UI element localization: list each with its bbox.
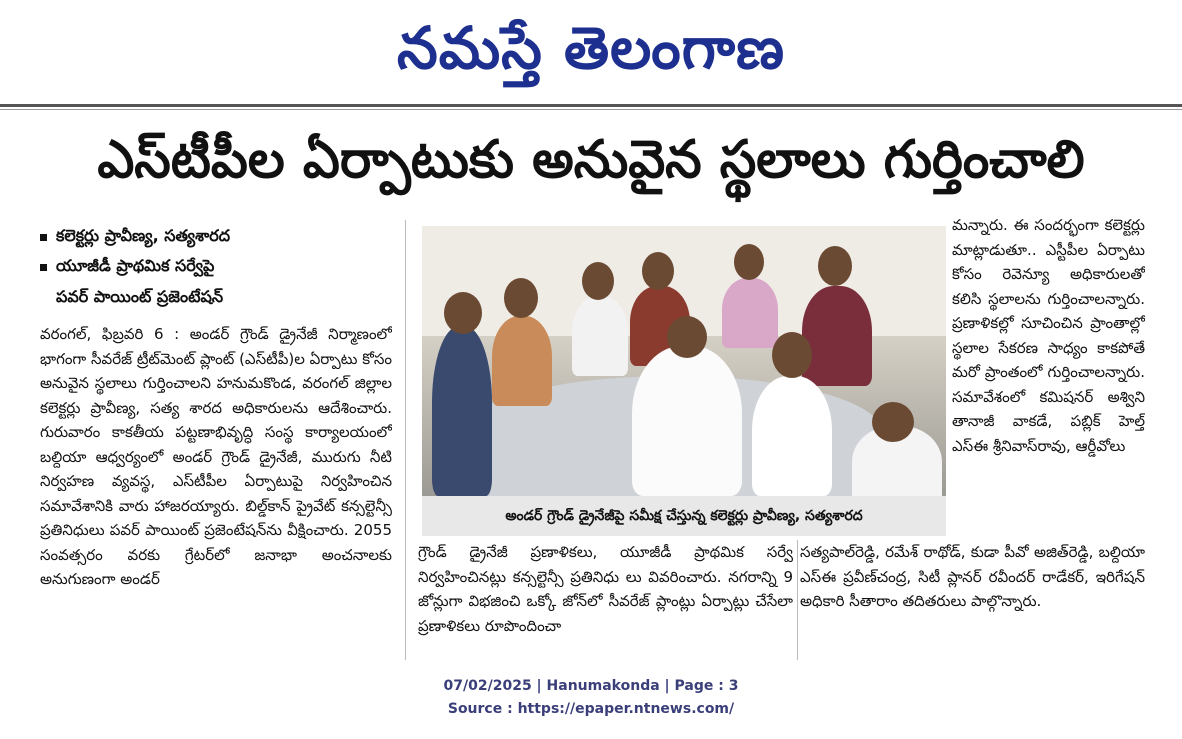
photo-person-head	[872, 402, 914, 442]
column-divider	[405, 220, 406, 660]
photo-person-head	[642, 252, 674, 290]
article-column-middle-right: సత్యపాల్‌రెడ్డి, రమేశ్‌ రాథోడ్‌, కుడా పీవో అజిత్‌రెడ్డి, బల్దియా ఎస్‌ఈ ప్రవీణ్‌చంద్ర, సిటీ ప్లానర్‌ రవీందర్‌ రాడేకర్‌, ఇరిగేషన్‌ అధికారి సీతారాం తదితరులు పాల్గొన్నారు.	[800, 543, 1145, 610]
photo-person	[572, 296, 628, 376]
photo-person-head	[582, 262, 614, 300]
photo-person-head	[667, 316, 707, 358]
bullet-square-icon	[40, 234, 47, 241]
bullet-square-icon	[40, 264, 47, 271]
photo-person	[722, 278, 778, 348]
subheadline-bullets	[40, 222, 400, 312]
photo-person	[492, 316, 552, 406]
masthead-divider-thin	[0, 109, 1182, 110]
bullet-text: యూజీడీ ప్రాథమిక సర్వేపై	[56, 255, 215, 275]
photo-person	[432, 326, 492, 496]
photo-person-head	[504, 278, 538, 318]
photo-person-head	[818, 246, 852, 286]
footer-date-page: 07/02/2025 | Hanumakonda | Page : 3	[443, 678, 739, 694]
photo-person	[632, 346, 742, 496]
photo-person-head	[444, 292, 482, 334]
newspaper-logo: నమస్తే తెలంగాణ	[397, 14, 785, 82]
article-headline: ఎస్‌టీపీల ఏర్పాటుకు అనువైన స్థలాలు గుర్తించాలి	[97, 130, 1085, 190]
article-column-right: మన్నారు. ఈ సందర్భంగా కలెక్టర్లు మాట్లాడుతూ.. ఎస్టీపీల ఏర్పాటు కోసం రెవెన్యూ అధికారులతో కలిసి స్థలాలను గుర్తించాలన్నారు. ప్రణాళికల్లో సూచించిన ప్రాంతాల్లో స్థలాల సేకరణ సాధ్యం కాకపోతే మరో ప్రాంతంలో గుర్తించాలన్నారు. సమావేశంలో కమిషనర్‌ అశ్విని తానాజీ వాకడే, పబ్లిక్‌ హెల్త్‌ ఎస్‌ఈ శ్రీనివాస్‌రావు, ఆర్డీవోలు	[952, 216, 1145, 455]
subheadline-bullet	[40, 222, 400, 252]
photo-person	[802, 286, 872, 386]
bullet-continuation: పవర్‌ పాయింట్‌ ప్రజెంటేషన్‌	[56, 287, 224, 306]
photo-person-head	[734, 244, 764, 280]
article-column-left: వరంగల్‌, ఫిబ్రవరి 6 : అండర్‌ గ్రౌండ్‌ డ్రైనేజీ నిర్మాణంలో భాగంగా సీవరేజ్‌ ట్రీట్‌మెంట్‌ ప్లాంట్‌ (ఎస్‌టీపీ)ల ఏర్పాటు కోసం అనువైన స్థలాలు గుర్తించాలని హనుమకొండ, వరంగల్‌ జిల్లాల కలెక్టర్లు ప్రావీణ్య, సత్య శారద అధికారులను ఆదేశించారు. గురువారం కాకతీయ పట్టణాభివృద్ధి సంస్థ కార్యాలయంలో బల్దియా ఆధ్వర్యంలో అండర్‌ గ్రౌండ్‌ డ్రైనేజీ, మురుగు నీటి నిర్వహణ వ్యవస్థ, ఎస్‌టీపీల ఏర్పాటుపై నిర్వహించిన సమావేశానికి వారు హాజరయ్యారు. బిల్డ్‌కాన్‌ ప్రైవేట్‌ కన్సల్టెన్సీ ప్రతినిధులు పవర్‌ పాయింట్‌ ప్రజెంటేషన్‌ను వీక్షించారు. 2055 సంవత్సరం వరకు గ్రేటర్‌లో జనాభా అంచనాలకు అనుగుణంగా అండర్‌	[40, 325, 392, 588]
footer-source: Source : https://epaper.ntnews.com/	[447, 701, 735, 717]
article-column-middle: గ్రౌండ్‌ డ్రైనేజీ ప్రణాళికలు, యూజీడీ ప్రాథమిక సర్వే నిర్వహించినట్లు కన్సల్టెన్సీ ప్రతినిధు లు వివరించారు. నగరాన్ని 9 జోన్లుగా విభజించి ఒక్కో జోన్‌లో సీవరేజ్‌ ప్లాంట్లు ఏర్పాట్లు చేసేలా ప్రణాళికలు రూపొందించా	[418, 543, 793, 635]
masthead	[0, 0, 1182, 100]
photo-person-head	[772, 332, 812, 378]
masthead-divider	[0, 104, 1182, 107]
photo-caption: అండర్‌ గ్రౌండ్‌ డ్రైనేజీపై సమీక్ష చేస్తున్న కలెక్టర్లు ప్రావీణ్య, సత్యశారద	[505, 508, 863, 524]
subheadline-bullet	[40, 252, 400, 282]
bullet-text: కలెక్టర్లు ప్రావీణ్య, సత్యశారద	[56, 225, 231, 245]
column-divider	[797, 540, 798, 660]
photo-person	[752, 376, 832, 496]
meeting-photo	[422, 226, 946, 496]
